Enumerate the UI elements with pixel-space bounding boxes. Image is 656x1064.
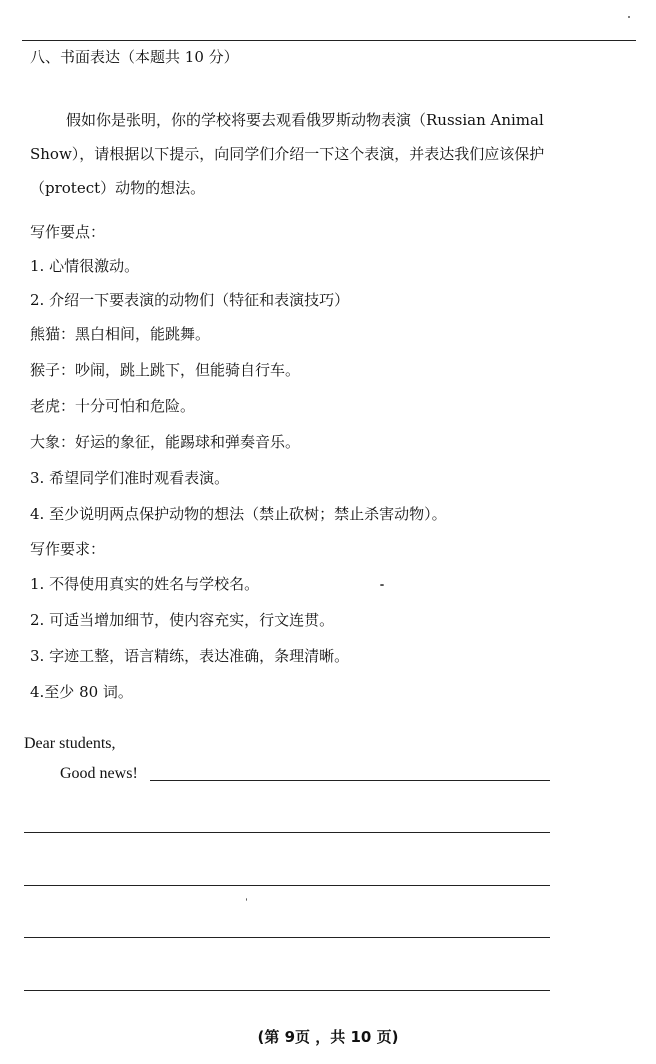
point-item: 大象：好运的象征，能踢球和弹奏音乐。: [30, 433, 301, 451]
requirements-heading: 写作要求：: [30, 540, 106, 558]
point-item: 2. 介绍一下要表演的动物们（特征和表演技巧）: [30, 291, 350, 309]
scan-speck: [246, 898, 247, 901]
requirement-item: 1. 不得使用真实的姓名与学校名。: [30, 575, 260, 593]
page-footer: (第 9页 ，共 10 页): [257, 1028, 399, 1046]
writing-line[interactable]: [24, 937, 550, 938]
prompt-paragraph: [30, 110, 638, 198]
writing-line[interactable]: [24, 990, 550, 991]
requirement-item: 4.至少 80 词。: [30, 683, 133, 701]
requirement-item: 2. 可适当增加细节，使内容充实，行文连贯。: [30, 611, 335, 629]
prompt-line-3: （protect）动物的想法。: [30, 179, 206, 197]
point-item: 1. 心情很激动。: [30, 257, 140, 275]
writing-line[interactable]: [24, 832, 550, 833]
scan-speck: [380, 584, 384, 586]
point-item: 老虎：十分可怕和危险。: [30, 397, 196, 415]
letter-opening: Good news!: [60, 765, 138, 782]
writing-line[interactable]: [24, 885, 550, 886]
point-item: 3. 希望同学们准时观看表演。: [30, 469, 230, 487]
writing-line[interactable]: [150, 780, 550, 781]
point-item: 猴子：吵闹，跳上跳下，但能骑自行车。: [30, 361, 301, 379]
requirement-item: 3. 字迹工整，语言精练，表达准确，条理清晰。: [30, 647, 350, 665]
point-item: 4. 至少说明两点保护动物的想法（禁止砍树；禁止杀害动物）。: [30, 505, 447, 523]
prompt-line-2: Show），请根据以下提示，向同学们介绍一下这个表演，并表达我们应该保护: [30, 145, 545, 163]
scan-speck: [628, 16, 630, 18]
points-heading: 写作要点：: [30, 223, 106, 241]
top-rule: [22, 40, 636, 41]
letter-greeting: Dear students,: [24, 735, 116, 752]
prompt-line-1: 假如你是张明，你的学校将要去观看俄罗斯动物表演（Russian Animal: [66, 111, 544, 129]
section-title: 八、书面表达（本题共 10 分）: [30, 48, 239, 66]
point-item: 熊猫：黑白相间，能跳舞。: [30, 325, 211, 343]
